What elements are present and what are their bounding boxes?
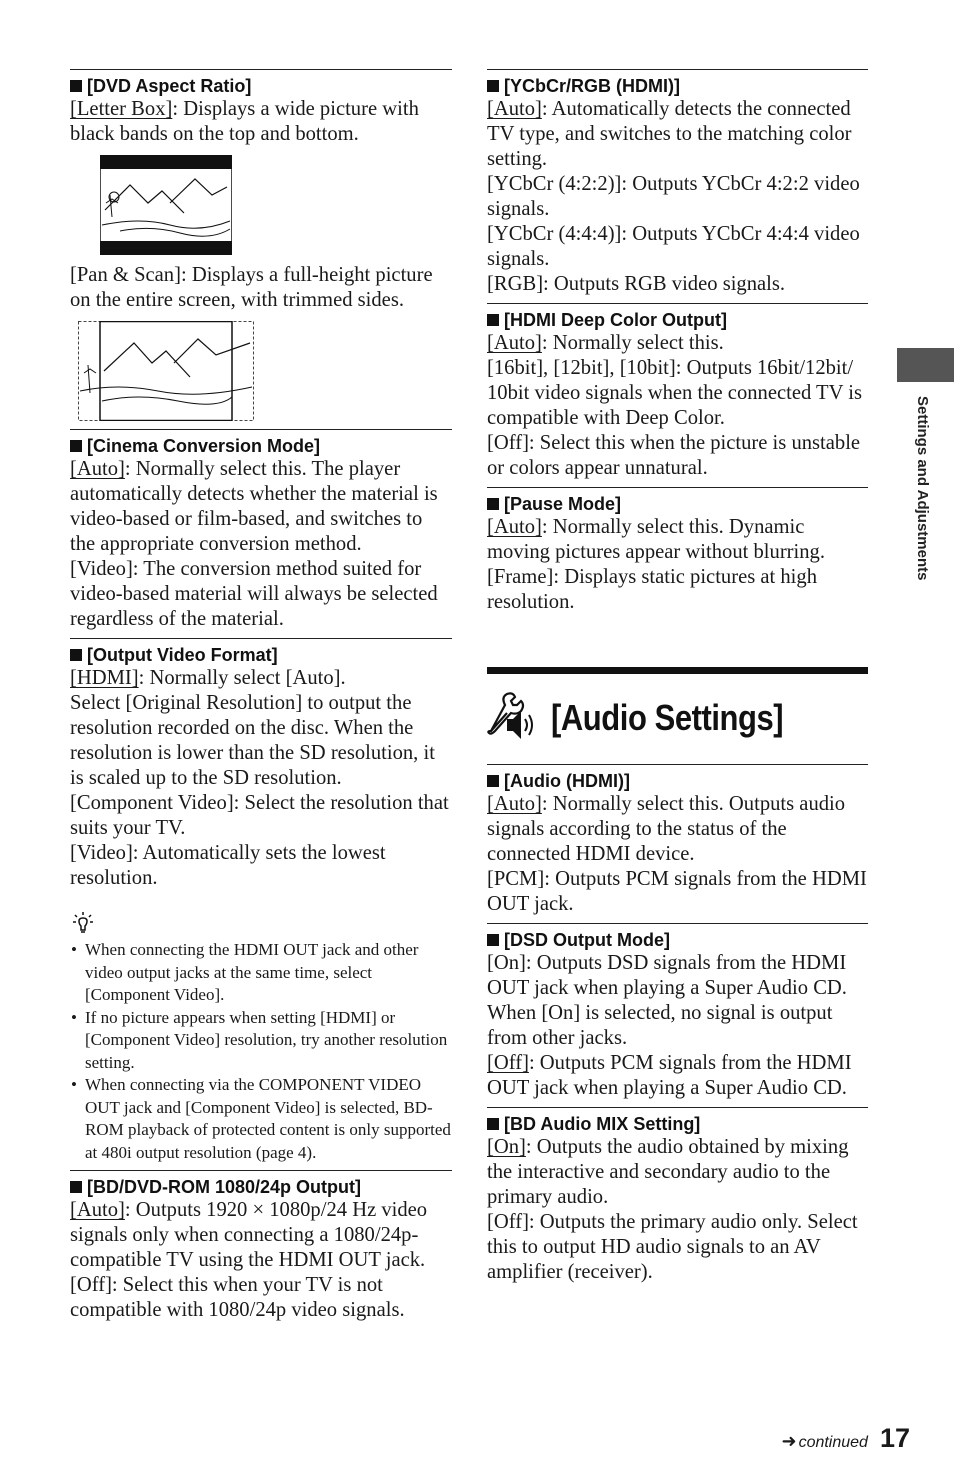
square-bullet-icon: [487, 314, 499, 326]
letter-box-illustration: [100, 155, 232, 255]
default-option: [Auto]: [487, 793, 542, 815]
default-option: [Auto]: [70, 1199, 125, 1221]
square-bullet-icon: [487, 934, 499, 946]
page-footer: [781, 1423, 910, 1454]
section-title: [BD/DVD-ROM 1080/24p Output]: [87, 1177, 362, 1197]
default-option: [Auto]: [487, 332, 542, 354]
continued-label: continued: [798, 1434, 868, 1451]
section-ycbcr-rgb: [YCbCr/RGB (HDMI)] [Auto]: Automatically detects the connected TV type, and switches to the matching color setting. [YCbCr (4:2:2)]: Outputs YCbCr 4:2:2 video signals. [YCbCr (4:4:4)]: Outputs YCbCr 4:4:4 video signals. [RGB]: Outputs RGB video signals.: [487, 69, 868, 297]
section-title: [Cinema Conversion Mode]: [87, 436, 321, 456]
page-number: 17: [879, 1423, 910, 1453]
audio-settings-heading: [487, 667, 868, 754]
hint-list: [70, 939, 452, 1164]
chapter-tab-marker: [897, 348, 954, 382]
hint-item: • When connecting via the COMPONENT VIDEO OUT jack and [Component Video] is selected, BD-ROM playback of protected content is only supported at 480i output resolution (page 4).: [70, 1074, 452, 1164]
section-title: [Audio (HDMI)]: [504, 771, 630, 791]
square-bullet-icon: [487, 80, 499, 92]
square-bullet-icon: [70, 80, 82, 92]
square-bullet-icon: [70, 440, 82, 452]
lightbulb-hint-icon: [72, 911, 94, 935]
section-output-video-format: [Output Video Format] [HDMI]: Normally select [Auto]. Select [Original Resolution] to output the resolution recorded on the disc. When the resolution is lower than the SD resolution, it is scaled up to the SD resolution. [Component Video]: Select the resolution that suits your TV. [Video]: Automatically sets the lowest resolution. • When connecting the HDMI OUT jack and other video output jacks at the same time, select [Component Video]. • If no picture appears when setting [HDMI] or [Component Video] resolution, try another resolution setting. • When connecting via the COMPONENT VIDEO OUT jack and [Component Video] is selected, BD-ROM playback of protected content is only supported at 480i output resolution (page 4).: [70, 638, 452, 1164]
default-option: [Auto]: [487, 98, 542, 120]
square-bullet-icon: [487, 498, 499, 510]
page-heading: [Audio Settings]: [551, 697, 784, 738]
right-column: [487, 69, 868, 1291]
section-bd-1080-24p-output: [BD/DVD-ROM 1080/24p Output] [Auto]: Outputs 1920 × 1080p/24 Hz video signals only when connecting a 1080/24p-compatible TV using the HDMI OUT jack. [Off]: Select this when your TV is not compatible with 1080/24p video signals.: [70, 1170, 452, 1323]
section-title: [Output Video Format]: [87, 645, 278, 665]
hint-item: • When connecting the HDMI OUT jack and other video output jacks at the same time, select [Component Video].: [70, 939, 452, 1007]
pan-scan-text: [Pan & Scan]: Displays a full-height picture on the entire screen, with trimmed sides.: [70, 264, 433, 311]
left-column: [70, 69, 452, 1329]
section-title: [DVD Aspect Ratio]: [87, 76, 252, 96]
wrench-speaker-icon: [487, 691, 541, 746]
default-option: [Auto]: [70, 458, 125, 480]
default-option: [HDMI]: [70, 667, 139, 689]
default-option: [Letter Box]: [70, 98, 173, 120]
default-option: [Auto]: [487, 516, 542, 538]
section-title: [BD Audio MIX Setting]: [504, 1114, 701, 1134]
square-bullet-icon: [70, 1181, 82, 1193]
section-bd-audio-mix: [BD Audio MIX Setting] [On]: Outputs the audio obtained by mixing the interactive and secondary audio to the primary audio. [Off]: Outputs the primary audio only. Select this to output HD audio signals to an AV amplifier (receiver).: [487, 1107, 868, 1285]
hint-item: • If no picture appears when setting [HDMI] or [Component Video] resolution, try another resolution setting.: [70, 1007, 452, 1075]
section-title: [YCbCr/RGB (HDMI)]: [504, 76, 680, 96]
section-title: [DSD Output Mode]: [504, 930, 670, 950]
section-title: [Pause Mode]: [504, 494, 622, 514]
square-bullet-icon: [70, 649, 82, 661]
section-dsd-output-mode: [DSD Output Mode] [On]: Outputs DSD signals from the HDMI OUT jack when playing a Super Audio CD. When [On] is selected, no signal is output from other jacks. [Off]: Outputs PCM signals from the HDMI OUT jack when playing a Super Audio CD.: [487, 923, 868, 1101]
section-pause-mode: [Pause Mode] [Auto]: Normally select this. Dynamic moving pictures appear without blurring. [Frame]: Displays static pictures at high resolution.: [487, 487, 868, 615]
section-audio-hdmi: [Audio (HDMI)] [Auto]: Normally select this. Outputs audio signals according to the status of the connected HDMI device. [PCM]: Outputs PCM signals from the HDMI OUT jack.: [487, 764, 868, 917]
section-dvd-aspect-ratio: [70, 69, 452, 421]
letter-box-text: [Letter Box]: Displays a wide picture with black bands on the top and bottom.: [70, 98, 419, 145]
pan-scan-illustration: [78, 321, 254, 421]
section-cinema-conversion: [Cinema Conversion Mode] [Auto]: Normally select this. The player automatically detects whether the material is video-based or film-based, and switches to the appropriate conversion method. [Video]: The conversion method suited for video-based material will always be selected regardless of the material.: [70, 429, 452, 632]
square-bullet-icon: [487, 775, 499, 787]
section-title: [HDMI Deep Color Output]: [504, 310, 727, 330]
default-option: [On]: [487, 1136, 526, 1158]
arrow-right-icon: ➜: [781, 1431, 797, 1451]
default-option: [Off]: [487, 1052, 529, 1074]
section-hdmi-deep-color: [HDMI Deep Color Output] [Auto]: Normally select this. [16bit], [12bit], [10bit]: Outputs 16bit/12bit/ 10bit video signals when the connected TV is compatible with Deep Color. [Off]: Select this when the picture is unstable or colors appear unnatural.: [487, 303, 868, 481]
chapter-side-label: Settings and Adjustments: [914, 396, 931, 581]
square-bullet-icon: [487, 1118, 499, 1130]
